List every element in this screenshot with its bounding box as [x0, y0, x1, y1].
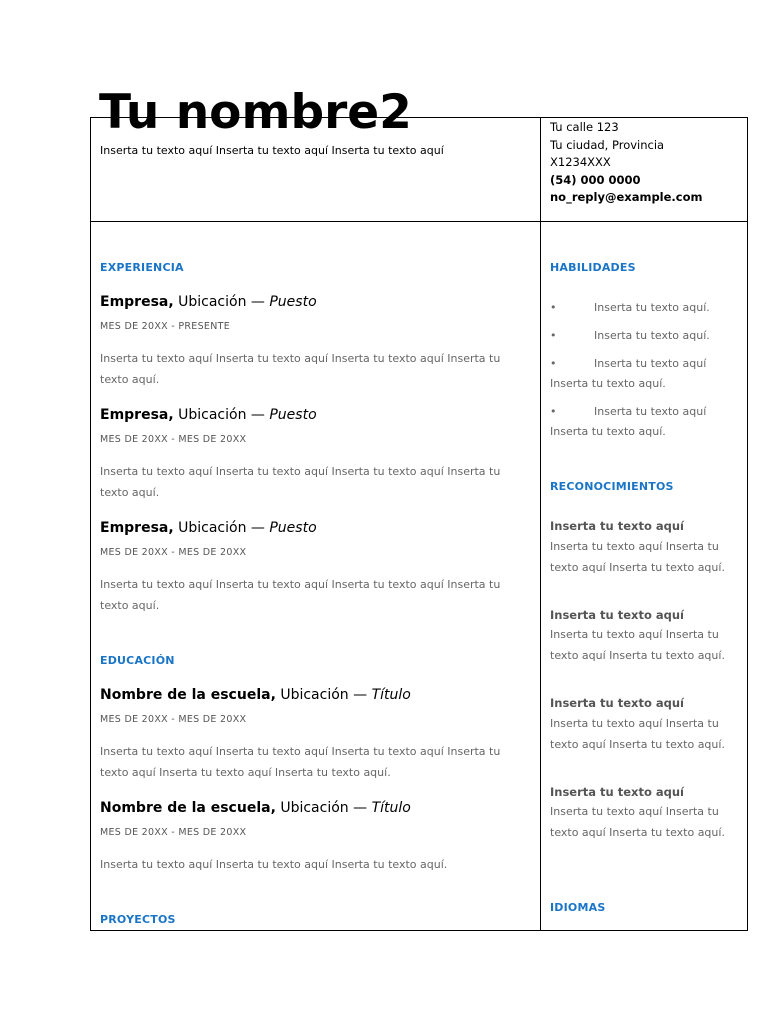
skill-item — [550, 402, 730, 442]
job-dates: MES DE 20XX - MES DE 20XX — [100, 547, 247, 558]
education-dates: MES DE 20XX - MES DE 20XX — [100, 827, 247, 838]
school-name: Nombre de la escuela, — [100, 687, 276, 703]
job-role: Puesto — [269, 407, 317, 423]
job-location: Ubicación — — [173, 294, 270, 310]
projects-heading: PROYECTOS — [100, 913, 176, 926]
job-description: Inserta tu texto aquí Inserta tu texto aquí Inserta tu texto aquí Inserta tu texto aquí. — [100, 352, 501, 386]
skill-text: Inserta tu texto aquí. — [594, 329, 710, 342]
job-description: Inserta tu texto aquí Inserta tu texto aquí Inserta tu texto aquí Inserta tu texto aquí. — [100, 578, 501, 612]
experience-job-2 — [100, 406, 317, 424]
skill-item — [550, 354, 730, 394]
awards-heading: RECONOCIMIENTOS — [550, 480, 674, 493]
school-name: Nombre de la escuela, — [100, 800, 276, 816]
job-description: Inserta tu texto aquí Inserta tu texto aquí Inserta tu texto aquí Inserta tu texto aquí. — [100, 465, 501, 499]
school-location: Ubicación — — [275, 800, 372, 816]
degree-title: Título — [371, 800, 411, 816]
degree-title: Título — [371, 687, 411, 703]
education-description: Inserta tu texto aquí Inserta tu texto aquí Inserta tu texto aquí. — [100, 858, 448, 871]
job-role: Puesto — [269, 294, 317, 310]
bullet: • — [550, 301, 557, 314]
skill-text: Inserta tu texto aquí Inserta tu texto aquí. — [550, 357, 707, 390]
skill-item — [550, 326, 730, 346]
contact-street: Tu calle 123 — [550, 120, 619, 134]
award-title: Inserta tu texto aquí — [550, 785, 684, 799]
intro-text: Inserta tu texto aquí Inserta tu texto aquí Inserta tu texto aquí — [100, 144, 444, 157]
skill-item — [550, 298, 730, 318]
resume-name: Tu nombre2 — [99, 85, 412, 140]
education-heading: EDUCACIÓN — [100, 654, 175, 667]
award-description: Inserta tu texto aquí Inserta tu texto aquí Inserta tu texto aquí. — [550, 540, 725, 574]
job-role: Puesto — [269, 520, 317, 536]
header-divider — [91, 221, 747, 222]
job-location: Ubicación — — [173, 520, 270, 536]
job-dates: MES DE 20XX - PRESENTE — [100, 321, 231, 332]
education-description: Inserta tu texto aquí Inserta tu texto aquí Inserta tu texto aquí Inserta tu texto aquí Inserta tu texto aquí Inserta tu texto aquí. — [100, 745, 501, 779]
company-name: Empresa, — [100, 407, 174, 423]
award-title: Inserta tu texto aquí — [550, 696, 684, 710]
award-description: Inserta tu texto aquí Inserta tu texto aquí Inserta tu texto aquí. — [550, 717, 725, 751]
contact-email: no_reply@example.com — [550, 190, 703, 204]
job-location: Ubicación — — [173, 407, 270, 423]
award-description: Inserta tu texto aquí Inserta tu texto aquí Inserta tu texto aquí. — [550, 628, 725, 662]
school-location: Ubicación — — [275, 687, 372, 703]
contact-phone: (54) 000 0000 — [550, 172, 641, 187]
resume-table — [90, 117, 748, 931]
skills-heading: HABILIDADES — [550, 261, 636, 274]
skill-text: Inserta tu texto aquí Inserta tu texto aquí. — [550, 405, 707, 438]
experience-job-1 — [100, 293, 317, 311]
award-title: Inserta tu texto aquí — [550, 519, 684, 533]
bullet: • — [550, 357, 557, 370]
experience-job-3 — [100, 519, 317, 537]
education-entry-2 — [100, 799, 411, 817]
company-name: Empresa, — [100, 294, 174, 310]
education-entry-1 — [100, 686, 411, 704]
bullet: • — [550, 405, 557, 418]
contact-block — [550, 119, 702, 207]
bullet: • — [550, 329, 557, 342]
award-description: Inserta tu texto aquí Inserta tu texto aquí Inserta tu texto aquí. — [550, 805, 725, 839]
company-name: Empresa, — [100, 520, 174, 536]
experience-heading: EXPERIENCIA — [100, 261, 184, 274]
job-dates: MES DE 20XX - MES DE 20XX — [100, 434, 247, 445]
skill-text: Inserta tu texto aquí. — [594, 301, 710, 314]
contact-postal: X1234XXX — [550, 155, 611, 169]
column-divider — [540, 118, 541, 930]
languages-heading: IDIOMAS — [550, 901, 606, 914]
award-title: Inserta tu texto aquí — [550, 608, 684, 622]
education-dates: MES DE 20XX - MES DE 20XX — [100, 714, 247, 725]
contact-city: Tu ciudad, Provincia — [550, 137, 665, 152]
